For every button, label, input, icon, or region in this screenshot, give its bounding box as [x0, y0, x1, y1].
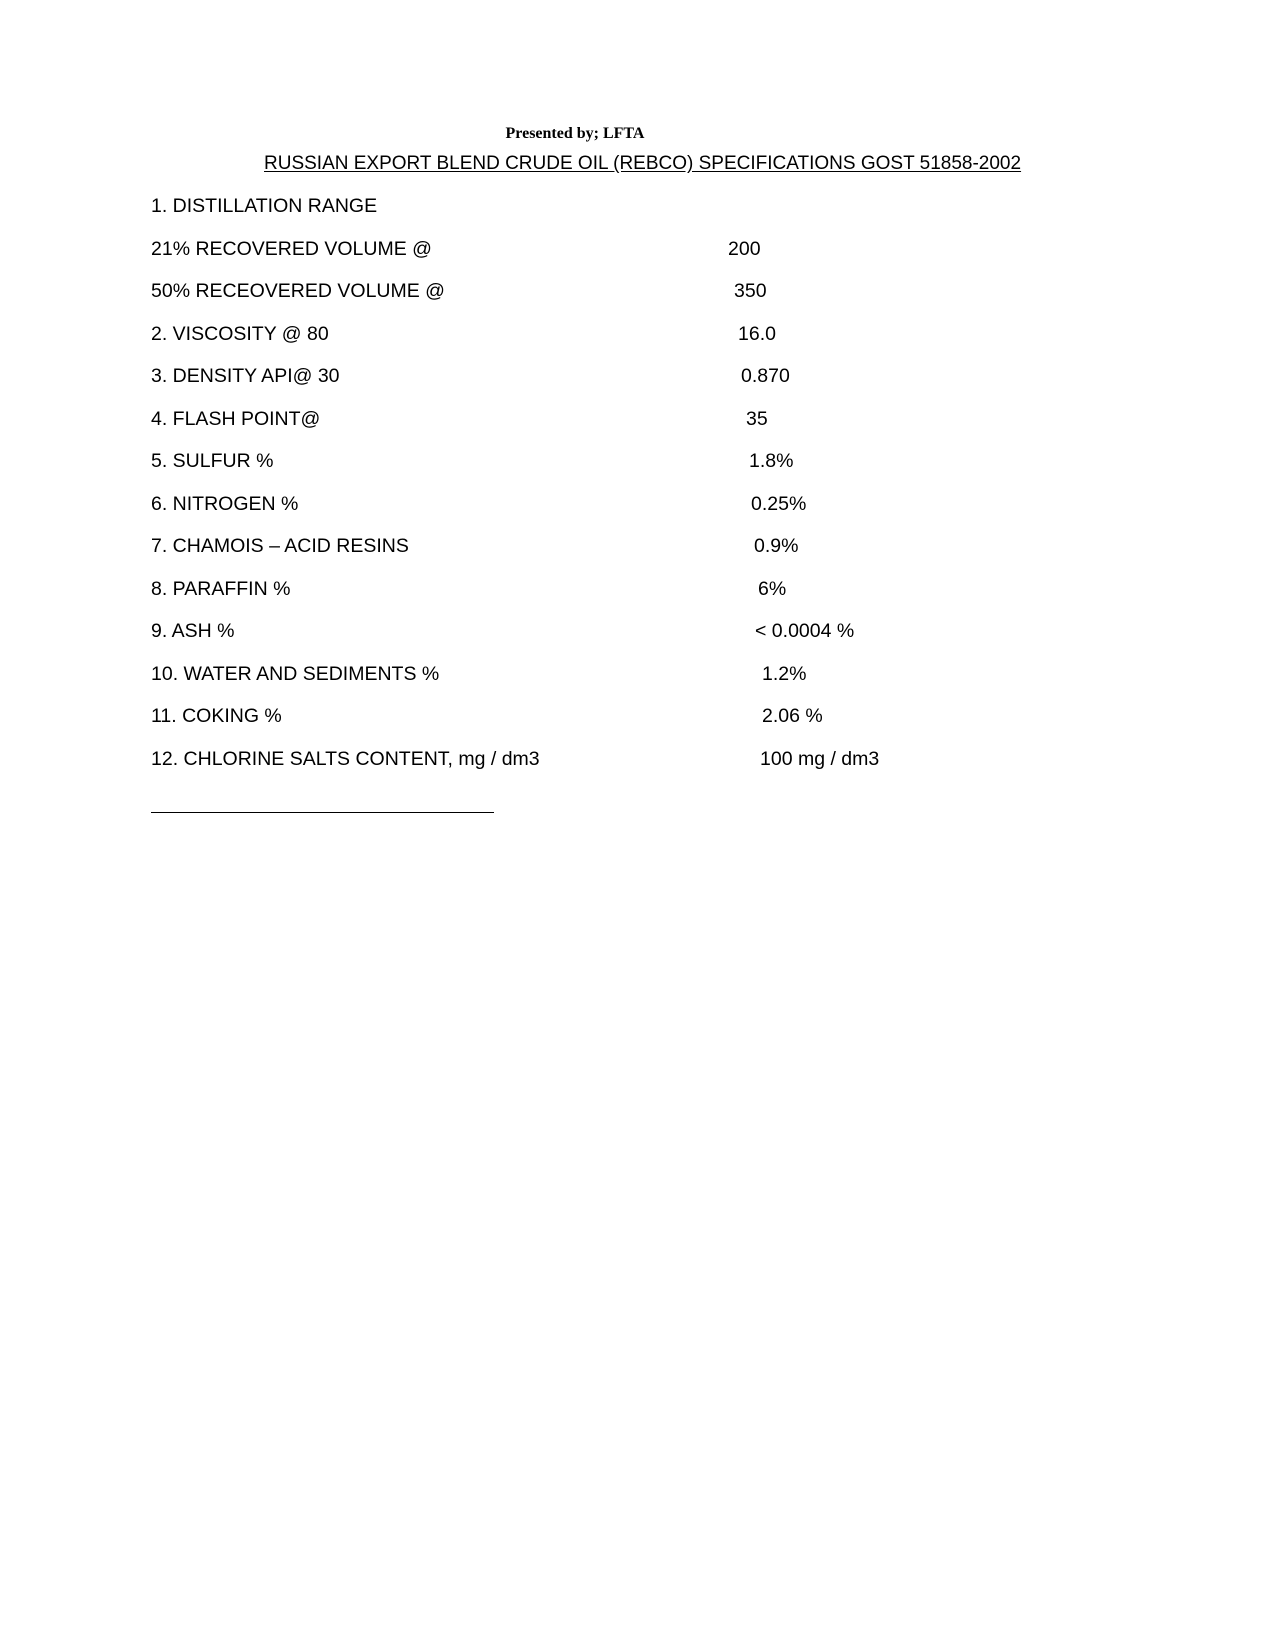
spec-value: 1.2%: [762, 662, 807, 685]
spec-row: [151, 407, 1151, 450]
horizontal-rule: [151, 812, 494, 813]
spec-value: 0.9%: [754, 535, 799, 557]
spec-label: 9. ASH %: [151, 620, 235, 642]
spec-value: 2.06 %: [762, 705, 823, 727]
spec-row: [151, 492, 1151, 535]
spec-value: < 0.0004 %: [755, 620, 855, 642]
spec-label: 3. DENSITY API@ 30: [151, 365, 340, 387]
spec-label: 7. CHAMOIS – ACID RESINS: [151, 535, 409, 557]
spec-row: [151, 704, 1151, 747]
spec-value: 16.0: [738, 322, 776, 345]
spec-row: [151, 619, 1151, 662]
presented-by: Presented by; LFTA: [505, 125, 645, 142]
spec-label: 8. PARAFFIN %: [151, 577, 291, 600]
spec-row: [151, 449, 1151, 492]
spec-label: 10. WATER AND SEDIMENTS %: [151, 662, 440, 685]
spec-label: 21% RECOVERED VOLUME @: [151, 237, 432, 260]
spec-row: [151, 364, 1151, 407]
spec-row: [151, 747, 1151, 790]
spec-value: 200: [728, 237, 761, 260]
spec-value: 0.25%: [751, 492, 807, 515]
document-title: RUSSIAN EXPORT BLEND CRUDE OIL (REBCO) SPECIFICATIONS GOST 51858-2002: [264, 153, 1022, 174]
spec-row: [151, 237, 1151, 280]
spec-row: [151, 322, 1151, 365]
spec-row: [151, 534, 1151, 577]
spec-label: 1. DISTILLATION RANGE: [151, 195, 378, 217]
spec-row: [151, 577, 1151, 620]
spec-value: 6%: [758, 577, 787, 600]
spec-label: 2. VISCOSITY @ 80: [151, 322, 329, 345]
spec-value: 0.870: [741, 365, 790, 387]
spec-value: 350: [734, 280, 767, 302]
spec-row: [151, 279, 1151, 322]
spec-value: 100 mg / dm3: [760, 747, 880, 770]
spec-label: 50% RECEOVERED VOLUME @: [151, 280, 445, 302]
spec-value: 35: [746, 407, 768, 430]
spec-label: 11. COKING %: [151, 705, 282, 727]
spec-label: 6. NITROGEN %: [151, 492, 299, 515]
spec-label: 5. SULFUR %: [151, 450, 274, 472]
spec-row: [151, 194, 1151, 237]
spec-label: 4. FLASH POINT@: [151, 407, 321, 430]
spec-value: 1.8%: [749, 450, 794, 472]
spec-list: [151, 194, 1151, 789]
spec-row: [151, 662, 1151, 705]
spec-label: 12. CHLORINE SALTS CONTENT, mg / dm3: [151, 747, 540, 770]
